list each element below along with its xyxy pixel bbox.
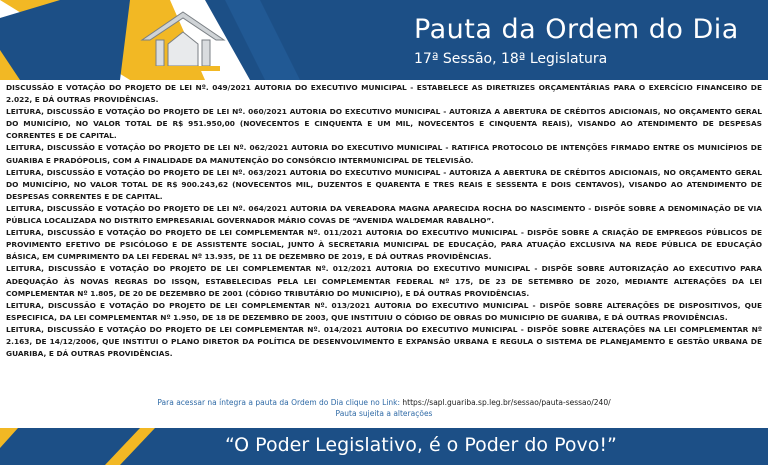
agenda-item: LEITURA, DISCUSSÃO E VOTAÇÃO DO PROJETO DE LEI COMPLEMENTAR Nº. 011/2021 AUTORIA DO EXECUTIVO MUNICIPAL - DISPÕE SOBRE A CRIAÇÃO DE EMPREGOS PÚBLICOS DE PROVIMENTO EFETIVO DE PSICÓLOGO E DE ASSISTENTE SOCIAL, JUNTO À SECRETARIA MUNICIPAL DE EDUCAÇÃO, PARA ATUAÇÃO EXCLUSIVA NA REDE PÚBLICA DE EDUCAÇÃO BÁSICA, EM CUMPRIMENTO DA LEI FEDERAL Nº 13.935, DE 11 DE DEZEMBRO DE 2019, E DÁ OUTRAS PROVIDÊNCIAS. bbox=[6, 228, 762, 262]
agenda-item: LEITURA, DISCUSSÃO E VOTAÇÃO DO PROJETO DE LEI COMPLEMENTAR Nº. 014/2021 AUTORIA DO EXECUTIVO MUNICIPAL - DISPÕE SOBRE ALTERAÇÕES NA LEI COMPLEMENTAR Nº 2.163, DE 14/12/2006, QUE INSTITUI O PLANO DIRETOR DA POLÍTICA DE DESENVOLVIMENTO E EXPANSÃO URBANA E REGULA O SISTEMA DE PLANEJAMENTO E GESTÃO URBANA DE GUARIBA, E DÁ OUTRAS PROVIDÊNCIAS. bbox=[6, 324, 762, 359]
agenda-item: DISCUSSÃO E VOTAÇÃO DO PROJETO DE LEI Nº. 049/2021 AUTORIA DO EXECUTIVO MUNICIPAL - ESTABELECE AS DIRETRIZES ORÇAMENTÁRIAS PARA O EXERCÍCIO FINANCEIRO DE 2.022, E DÁ OUTRAS PROVIDÊNCIAS. bbox=[6, 83, 762, 105]
agenda-link[interactable]: https://sapl.guariba.sp.leg.br/sessao/pauta-sessao/240/ bbox=[402, 398, 611, 407]
agenda-item: LEITURA, DISCUSSÃO E VOTAÇÃO DO PROJETO DE LEI Nº. 060/2021 AUTORIA DO EXECUTIVO MUNICIPAL - AUTORIZA A ABERTURA DE CRÉDITOS ADICIONAIS, NO ORÇAMENTO GERAL DO MUNICÍPIO, NO VALOR TOTAL DE R$ 951.950,00 (NOVECENTOS E CINQUENTA E UM MIL, NOVECENTOS E CINQUENTA REAIS), VISANDO AO ATENDIMENTO DE DESPESAS CORRENTES E DE CAPITAL. bbox=[6, 107, 762, 141]
page-title: Pauta da Ordem do Dia bbox=[414, 14, 739, 45]
agenda-item: LEITURA, DISCUSSÃO E VOTAÇÃO DO PROJETO DE LEI Nº. 063/2021 AUTORIA DO EXECUTIVO MUNICIPAL - AUTORIZA A ABERTURA DE CRÉDITOS ADICIONAIS, NO ORÇAMENTO GERAL DO MUNICÍPIO, NO VALOR TOTAL DE R$ 900.243,62 (NOVECENTOS MIL, DUZENTOS E QUARENTA E TRES REAIS E SESSENTA E DOIS CENTAVOS), VISANDO AO ATENDIMENTO DE DESPESAS CORRENTES E DE CAPITAL. bbox=[6, 167, 762, 201]
agenda-item: LEITURA, DISCUSSÃO E VOTAÇÃO DO PROJETO DE LEI COMPLEMENTAR Nº. 013/2021 AUTORIA DO EXECUTIVO MUNICIPAL - DISPÕE SOBRE ALTERAÇÕES DE DISPOSITIVOS, QUE ESPECIFICA, DA LEI COMPLEMENTAR Nº 1.950, DE 18 DE DEZEMBRO DE 2003, QUE INSTITUIU O CÓDIGO DE OBRAS DO MUNICIPIO DE GUARIBA, E DÁ OUTRAS PROVIDÊNCIAS. bbox=[6, 300, 762, 322]
session-subtitle: 17ª Sessão, 18ª Legislatura bbox=[414, 51, 608, 67]
subject-to-change-note: Pauta sujeita a alterações bbox=[335, 409, 433, 418]
agenda-link-note bbox=[0, 397, 768, 419]
agenda-item: LEITURA, DISCUSSÃO E VOTAÇÃO DO PROJETO DE LEI Nº. 062/2021 AUTORIA DO EXECUTIVO MUNICIPAL - RATIFICA PROTOCOLO DE INTENÇÕES FIRMADO ENTRE OS MUNICÍPIOS DE GUARIBA E PRADÓPOLIS, COM A FINALIDADE DA MANUTENÇÃO DO CONSÓRCIO INTERMUNICIPAL DE TELEVISÃO. bbox=[6, 143, 762, 165]
slogan: “O Poder Legislativo, é o Poder do Povo!” bbox=[225, 434, 617, 456]
agenda-list bbox=[6, 82, 762, 360]
chamber-building-logo-icon bbox=[138, 8, 228, 74]
agenda-item: LEITURA, DISCUSSÃO E VOTAÇÃO DO PROJETO DE LEI Nº. 064/2021 AUTORIA DA VEREADORA MAGNA APARECIDA ROCHA DO NASCIMENTO - DISPÕE SOBRE A DENOMINAÇÃO DE VIA PÚBLICA LOCALIZADA NO DISTRITO EMPRESARIAL GOVERNADOR MÁRIO COVAS DE “AVENIDA WALDEMAR RABALHO”. bbox=[6, 203, 762, 226]
header-banner bbox=[0, 0, 768, 80]
agenda-item: LEITURA, DISCUSSÃO E VOTAÇÃO DO PROJETO DE LEI COMPLEMENTAR Nº. 012/2021 AUTORIA DO EXECUTIVO MUNICIPAL - DISPÕE SOBRE AUTORIZAÇÃO AO EXECUTIVO PARA ADEQUAÇÃO ÀS NOVAS REGRAS DO ISSQN, ESTABELECIDAS PELA LEI COMPLEMENTAR FEDERAL Nº 175, DE 23 DE SETEMBRO DE 2020, MEDIANTE ALTERAÇÕES DA LEI COMPLEMENTAR Nº 1.805, DE 20 DE DEZEMBRO DE 2001 (CÓDIGO TRIBUTÁRIO DO MUNICIPIO), E DÁ OUTRAS PROVIDÊNCIAS. bbox=[6, 264, 762, 298]
link-label: Para acessar na íntegra a pauta da Ordem do Dia clique no Link: bbox=[157, 398, 403, 407]
